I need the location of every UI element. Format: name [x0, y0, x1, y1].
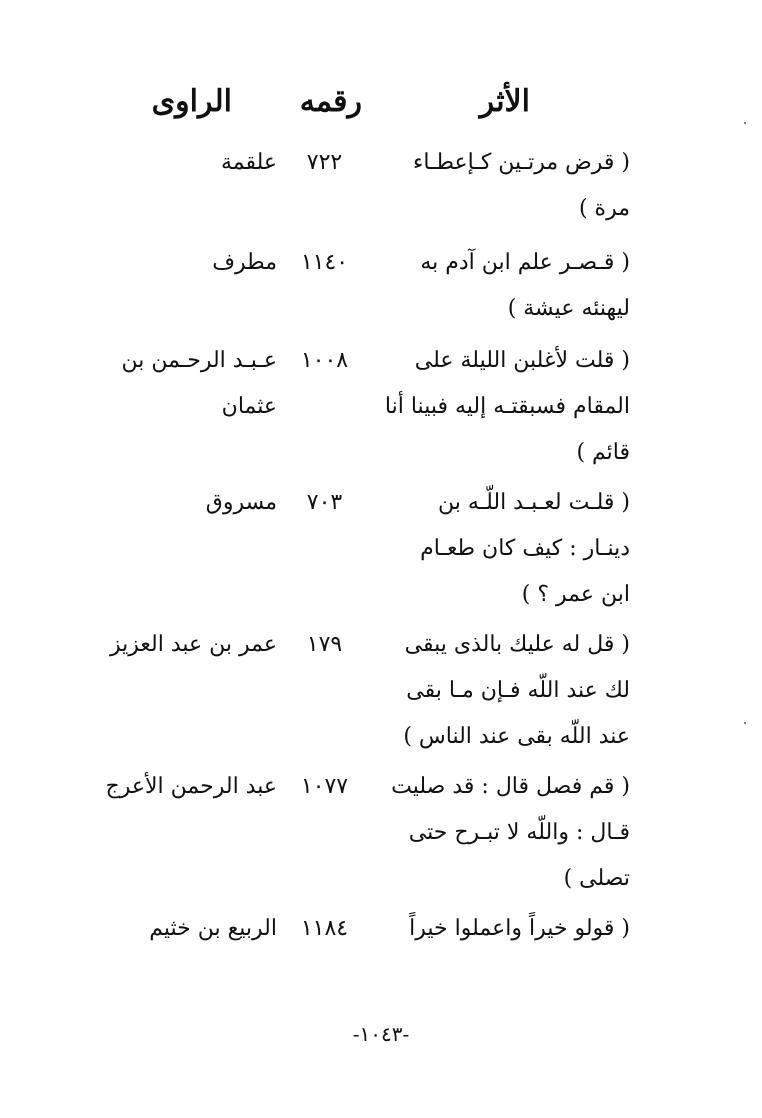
- athar-line: ( قلـت لعـبـد اللّـه بن: [437, 490, 630, 515]
- athar-line: ( قل له عليك بالذى يبقى: [404, 632, 630, 657]
- athar-line: مرة ): [578, 196, 630, 221]
- athar-line: ليهنئه عيشة ): [507, 296, 630, 321]
- narrator-line: علقمة: [220, 150, 277, 175]
- narrator-line: عثمان: [221, 394, 277, 419]
- athar-number: ١٧٩: [306, 632, 343, 657]
- narrator-line: عـبـد الرحـمن بن: [121, 348, 277, 373]
- athar-line: لك عند اللّه فـإن مـا بقى: [406, 678, 630, 703]
- narrator-line: عمر بن عبد العزيز: [110, 632, 277, 657]
- athar-text: [365, 140, 630, 232]
- athar-line: قائم ): [576, 440, 630, 465]
- athar-line: قـال : واللّه لا تبـرح حتى: [408, 820, 630, 845]
- narrator-line: مسروق: [205, 490, 277, 515]
- athar-text: [365, 906, 630, 952]
- page-number: -١٠٤٣-: [352, 1022, 410, 1046]
- margin-mark: [744, 122, 746, 124]
- athar-text: [365, 622, 630, 760]
- margin-mark: [744, 722, 746, 724]
- athar-line: عند اللّه بقى عند الناس ): [403, 724, 630, 749]
- athar-line: ( قلت لأغلبن الليلة على: [414, 348, 630, 373]
- header-raqm: رقمه: [299, 84, 362, 119]
- narrator-line: الربيع بن خثيم: [149, 916, 277, 941]
- athar-line: ( قم فصل قال : قد صليت: [391, 774, 630, 799]
- athar-number: ٧٢٢: [306, 150, 343, 175]
- header-athar: الأثر: [479, 84, 530, 119]
- athar-text: [365, 480, 630, 618]
- athar-line: تصلى ): [563, 866, 630, 891]
- narrator: [37, 764, 277, 810]
- narrator-line: عبد الرحمن الأعرج: [105, 774, 277, 799]
- athar-number: ٧٠٣: [306, 490, 343, 515]
- narrator-line: مطرف: [212, 250, 277, 275]
- narrator: [37, 906, 277, 952]
- narrator: [37, 622, 277, 668]
- athar-line: المقام فسبقتـه إليه فبينا أنا: [384, 394, 630, 419]
- athar-line: ( قرض مرتـين كـإعطـاء: [413, 150, 630, 175]
- athar-text: [365, 240, 630, 332]
- athar-number: ١٠٠٨: [300, 348, 349, 373]
- athar-line: ( قولو خيراً واعملوا خيراً: [409, 916, 630, 941]
- narrator: [77, 240, 277, 286]
- athar-text: [365, 764, 630, 902]
- athar-number: ١١٨٤: [300, 916, 349, 941]
- athar-number: ١١٤٠: [300, 250, 349, 275]
- narrator: [77, 480, 277, 526]
- narrator: [0, 338, 277, 430]
- header-rawi: الراوى: [151, 84, 232, 119]
- athar-line: ابن عمر ؟ ): [521, 582, 630, 607]
- athar-line: ( قـصـر علم ابن آدم به: [420, 250, 630, 275]
- athar-text: [365, 338, 630, 476]
- athar-line: دينـار : كيف كان طعـام: [420, 536, 630, 561]
- athar-number: ١٠٧٧: [300, 774, 349, 799]
- narrator: [77, 140, 277, 186]
